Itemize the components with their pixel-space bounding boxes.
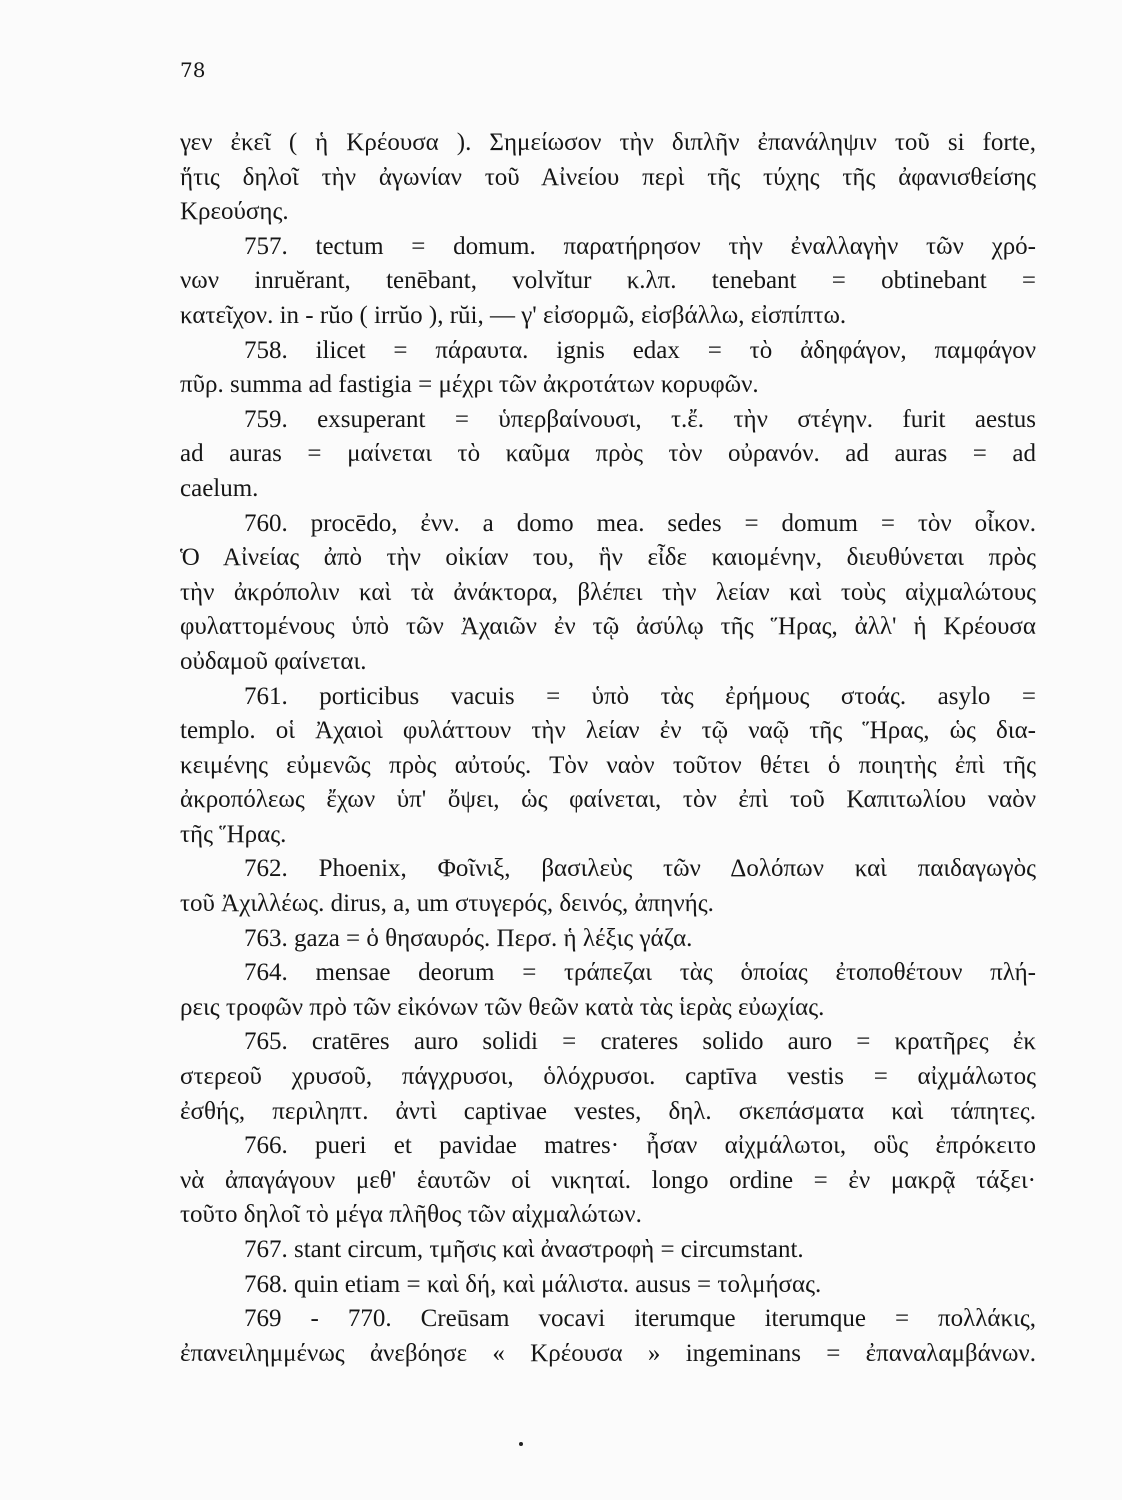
note-766: 766. pueri et pavidae matres· ἦσαν αἰχμάλωτοι, οὓς ἐπρόκειτο	[244, 1132, 1036, 1160]
note-768: 768. quin etiam = καὶ δή, καὶ μάλιστα. ausus = τολμήσας.	[244, 1270, 822, 1298]
note-765: 765. cratēres auro solidi = crateres solido auro = κρατῆρες ἐκ	[244, 1028, 1036, 1056]
text-line: caelum.	[180, 474, 259, 502]
text-line: τὴν ἀκρόπολιν καὶ τὰ ἀνάκτορα, βλέπει τὴν λείαν καὶ τοὺς αἰχμαλώτους	[180, 578, 1036, 606]
text-line: Ὁ Αἰνείας ἀπὸ τὴν οἰκίαν του, ἣν εἶδε καιομένην, διευθύνεται πρὸς	[180, 544, 1036, 572]
text-line: κειμένης εὐμενῶς πρὸς αὐτούς. Τὸν ναὸν τοῦτον θέτει ὁ ποιητὴς ἐπὶ τῆς	[180, 751, 1036, 779]
note-763: 763. gaza = ὁ θησαυρός. Περσ. ἡ λέξις γάζα.	[244, 924, 693, 952]
note-767: 767. stant circum, τμῆσις καὶ ἀναστροφὴ = circumstant.	[244, 1236, 804, 1263]
note-762: 762. Phoenix, Φοῖνιξ, βασιλεὺς τῶν Δολόπων καὶ παιδαγωγὸς	[244, 855, 1036, 883]
note-760: 760. procēdo, ἐνν. a domo mea. sedes = domum = τὸν οἶκον.	[244, 509, 1036, 537]
note-757: 757. tectum = domum. παρατήρησον τὴν ἐναλλαγὴν τῶν χρό-	[244, 232, 1036, 260]
commentary-text	[180, 126, 1036, 1371]
text-line: ἀκροπόλεως ἔχων ὑπ' ὄψει, ὡς φαίνεται, τὸν ἐπὶ τοῦ Καπιτωλίου ναὸν	[180, 786, 1036, 814]
note-764: 764. mensae deorum = τράπεζαι τὰς ὁποίας ἐτοποθέτουν πλή-	[244, 959, 1036, 987]
text-line: τῆς Ἥρας.	[180, 820, 287, 848]
text-line: ad auras = μαίνεται τὸ καῦμα πρὸς τὸν οὐρανόν. ad auras = ad	[180, 440, 1036, 468]
text-line: templo. οἱ Ἀχαιοὶ φυλάττουν τὴν λείαν ἐν τῷ ναῷ τῆς Ἥρας, ὡς δια-	[180, 717, 1036, 745]
note-759: 759. exsuperant = ὑπερβαίνουσι, τ.ἔ. τὴν στέγην. furit aestus	[244, 405, 1036, 433]
text-line: κατεῖχον. in - rŭo ( irrŭo ), rŭi, — γ' εἰσορμῶ, εἰσβάλλω, εἰσπίπτω.	[180, 301, 847, 329]
text-line: πῦρ. summa ad fastigia = μέχρι τῶν ἀκροτάτων κορυφῶν.	[180, 371, 759, 399]
text-line: Κρεούσης.	[180, 198, 289, 226]
text-line: ἐπανειλημμένως ἀνεβόησε « Κρέουσα » ingeminans = ἐπαναλαμβάνων.	[180, 1339, 1036, 1367]
text-line: γεν ἐκεῖ ( ἡ Κρέουσα ). Σημείωσον τὴν διπλῆν ἐπανάληψιν τοῦ si forte,	[180, 129, 1036, 156]
text-line: στερεοῦ χρυσοῦ, πάγχρυσοι, ὁλόχρυσοι. captīva vestis = αἰχμάλωτος	[180, 1063, 1036, 1091]
page-number: 78	[180, 58, 206, 82]
note-769-770: 769 - 770. Creūsam vocavi iterumque iterumque = πολλάκις,	[244, 1305, 1036, 1333]
text-line: νὰ ἀπαγάγουν μεθ' ἑαυτῶν οἱ νικηταί. longo ordine = ἐν μακρᾷ τάξει·	[180, 1166, 1036, 1194]
text-line: ἥτις δηλοῖ τὴν ἀγωνίαν τοῦ Αἰνείου περὶ τῆς τύχης τῆς ἀφανισθείσης	[180, 163, 1036, 191]
text-line: τοῦτο δηλοῖ τὸ μέγα πλῆθος τῶν αἰχμαλώτων.	[180, 1201, 642, 1229]
note-758: 758. ilicet = πάραυτα. ignis edax = τὸ ἀδηφάγον, παμφάγον	[244, 336, 1036, 364]
note-761: 761. porticibus vacuis = ὑπὸ τὰς ἐρήμους στοάς. asylo =	[244, 682, 1036, 710]
text-line: φυλαττομένους ὑπὸ τῶν Ἀχαιῶν ἐν τῷ ἀσύλῳ τῆς Ἥρας, ἀλλ' ἡ Κρέουσα	[180, 613, 1036, 641]
stray-mark	[519, 1442, 523, 1446]
text-line: τοῦ Ἀχιλλέως. dirus, a, um στυγερός, δεινός, ἀπηνής.	[180, 890, 714, 918]
text-line: ἐσθής, περιληπτ. ἀντὶ captivae vestes, δηλ. σκεπάσματα καὶ τάπητες.	[180, 1097, 1036, 1125]
text-line: οὐδαμοῦ φαίνεται.	[180, 647, 367, 675]
text-line: νων inruĕrant, tenēbant, volvĭtur κ.λπ. tenebant = obtinebant =	[180, 267, 1036, 295]
text-line: ρεις τροφῶν πρὸ τῶν εἰκόνων τῶν θεῶν κατὰ τὰς ἱερὰς εὐωχίας.	[180, 993, 825, 1021]
